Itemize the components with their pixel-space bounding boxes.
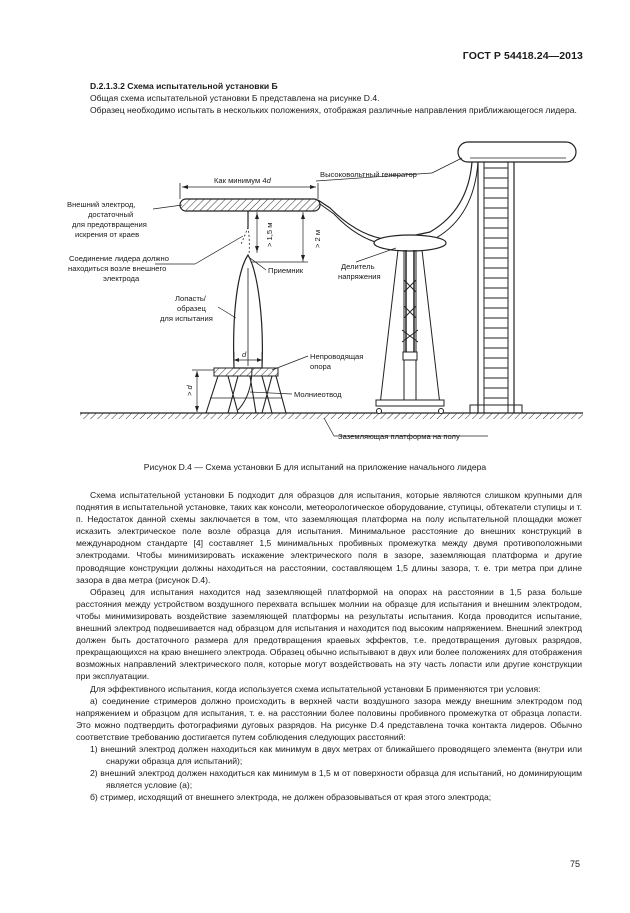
voltage-divider-icon (374, 235, 446, 414)
blade-label (160, 294, 213, 323)
dimension-1-5m (255, 212, 274, 253)
svg-text:Соединение лидера должно: Соединение лидера должно (69, 254, 169, 263)
svg-text:для предотвращения: для предотвращения (72, 220, 147, 229)
svg-text:> d: > d (185, 385, 194, 396)
svg-text:напряжения: напряжения (338, 272, 381, 281)
condition-a1: 1) внешний электрод должен находиться как минимум в двух метрах от ближайшего проводящего элемента (внутри или снаружи образца для испытаний); (90, 743, 582, 767)
dimension-2m (252, 212, 322, 262)
section-title: D.2.1.3.2 Схема испытательной установки Б (90, 81, 278, 91)
external-electrode-icon (180, 199, 320, 227)
figure-caption: Рисунок D.4 — Схема установки Б для испытаний на приложение начального лидера (143, 462, 487, 472)
intro-paragraph-2: Образец необходимо испытать в нескольких положениях, отображая различные направления приближающегося лидера. (90, 105, 577, 116)
dimension-gt-d (185, 370, 214, 412)
svg-text:Внешний электрод,: Внешний электрод, (67, 200, 136, 209)
svg-text:> 2 м: > 2 м (313, 229, 322, 248)
svg-text:электрода: электрода (103, 274, 140, 283)
condition-a: а) соединение стримеров должно происходить в верхней части воздушного зазора между внешним электродом под напряжением и образцом для испытания, т. е. на расстоянии более половины пробивного промежутка от образца лопасти. Это можно подтвердить фотографиями дуговых разрядов. На рисунке D.4 представлена точка контакта лидеров. Обычно соответствие требованию достигается путем соблюдения следующих расстояний: (76, 695, 582, 742)
leader-connection-label (68, 254, 169, 283)
hv-generator-icon (458, 142, 576, 413)
svg-text:находиться возле внешнего: находиться возле внешнего (68, 264, 167, 273)
receiver-label: Приемник (268, 266, 304, 275)
min-4d-label: Как минимум 4d (214, 176, 271, 185)
voltage-divider-label (338, 262, 381, 281)
svg-text:опора: опора (310, 362, 332, 371)
svg-text:искрения от краев: искрения от краев (75, 230, 140, 239)
svg-text:> 1,5 м: > 1,5 м (265, 222, 274, 247)
ground-platform-label: Заземляющая платформа на полу (338, 432, 460, 441)
document-header: ГОСТ Р 54418.24—2013 (462, 50, 583, 62)
external-electrode-label (67, 200, 147, 239)
svg-text:Непроводящая: Непроводящая (310, 352, 364, 361)
non-conductive-support-icon (206, 368, 286, 413)
svg-text:для испытания: для испытания (160, 314, 213, 323)
support-label (310, 352, 363, 371)
paragraph-1: Схема испытательной установки Б подходит для образцов для испытания, которые являются слишком крупными для поднятия в испытательной установке, таких как консоли, метеорологическое оборудование, ступицы, обтекатели ступицы и т. п. Недостаток данной схемы заключается в том, что заземляющая платформа на полу испытательной площадки может исказить электрическое поле возле образца для испытания. Минимальное расстояние до внешних конструкций в международном стандарте [4] составляет 1,5 минимальных пробивных промежутка между двумя противоположными электродами. Чтобы минимизировать искажение электрического поля в зазоре, заземляющая платформа и другие проводящие конструкции должны находиться на расстоянии, составляющем 1,5 длины зазора, т. е. три метра при длине зазора в два метра (рисунок D.4). (76, 490, 582, 585)
ground-platform (80, 413, 583, 419)
intro-paragraph-1: Общая схема испытательной установки Б представлена на рисунке D.4. (90, 93, 380, 104)
lightning-conductor-label: Молниеотвод (294, 390, 342, 399)
test-blade-icon (234, 255, 263, 368)
condition-b: б) стример, исходящий от внешнего электрода, не должен образовываться от края этого электрода; (90, 792, 492, 803)
paragraph-2: Образец для испытания находится над заземляющей платформой на опорах на расстоянии в 1,5 раза больше расстояния между устройством воздушного перехвата вспышек молнии на образце для испытания и внешним электродом, чтобы минимизировать воздействие заземляющей платформы на результаты испытания. Когда проводится испытание, внешний электрод подвешивается над образцом для испытания и находится под высоким напряжением. Внешний электрод должен быть достаточного размера для предотвращения краевых эффектов, т.е. предотвращения дуговых разрядов, прекращающихся на краю внешнего электрода. Образец обычно испытывают в двух или более положениях для отображения возможных направлений электрического поля, которые могут воздействовать на эту часть лопасти или другие конструкции при эксплуатации. (76, 586, 582, 682)
paragraph-3: Для эффективного испытания, когда используется схема испытательной установки Б применяются три условия: (90, 683, 541, 694)
svg-text:Делитель: Делитель (341, 262, 375, 271)
body-text (76, 489, 582, 803)
svg-text:достаточный: достаточный (88, 210, 134, 219)
svg-text:образец: образец (177, 304, 206, 313)
svg-text:d: d (242, 350, 247, 359)
page-number: 75 (570, 859, 581, 869)
hv-generator-label: Высоковольтный генератор (320, 170, 417, 179)
condition-a2: 2) внешний электрод должен находиться как минимум в 1,5 м от поверхности образца для испытаний, но доминирующим является условие (а); (90, 768, 582, 791)
svg-text:Лопасть/: Лопасть/ (175, 294, 206, 303)
dimension-4d (180, 176, 318, 199)
